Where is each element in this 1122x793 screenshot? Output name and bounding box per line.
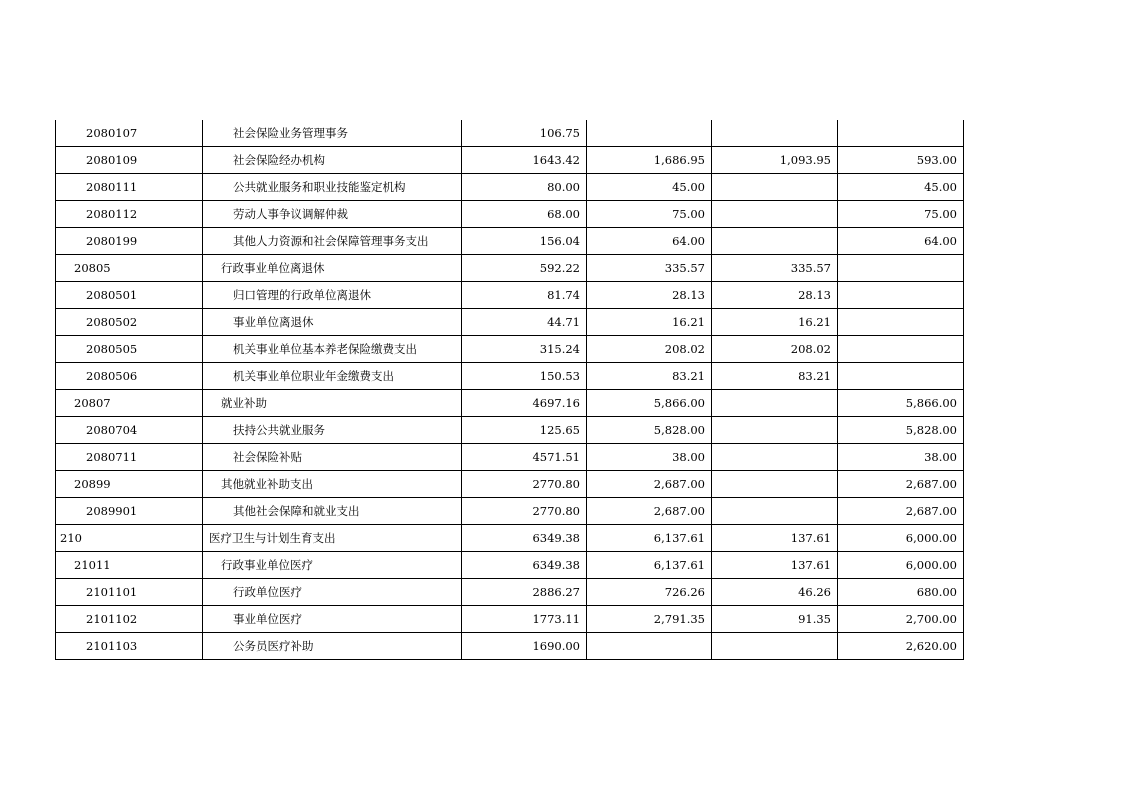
subject-name-cell: 劳动人事争议调解仲裁 [203,201,462,228]
subject-code-cell: 2080506 [56,363,203,390]
table-row [56,120,964,147]
amount-col4-cell: 2,700.00 [838,606,964,633]
budget-table-body [56,120,964,660]
amount-col1-cell: 2886.27 [462,579,587,606]
amount-col2-cell: 208.02 [587,336,712,363]
subject-name-cell: 公共就业服务和职业技能鉴定机构 [203,174,462,201]
amount-col1-cell: 81.74 [462,282,587,309]
amount-col1-cell: 315.24 [462,336,587,363]
amount-col3-cell: 83.21 [712,363,838,390]
subject-name-cell: 机关事业单位基本养老保险缴费支出 [203,336,462,363]
amount-col4-cell [838,309,964,336]
amount-col3-cell [712,390,838,417]
amount-col2-cell: 2,687.00 [587,471,712,498]
amount-col2-cell: 28.13 [587,282,712,309]
subject-code-cell: 2101103 [56,633,203,660]
amount-col2-cell: 64.00 [587,228,712,255]
amount-col3-cell [712,174,838,201]
subject-name-cell: 公务员医疗补助 [203,633,462,660]
amount-col4-cell: 2,687.00 [838,471,964,498]
amount-col3-cell [712,633,838,660]
table-row [56,336,964,363]
table-row [56,417,964,444]
amount-col2-cell: 5,828.00 [587,417,712,444]
amount-col4-cell [838,282,964,309]
subject-name-cell: 其他人力资源和社会保障管理事务支出 [203,228,462,255]
amount-col1-cell: 2770.80 [462,498,587,525]
subject-code-cell: 2080711 [56,444,203,471]
amount-col4-cell: 2,687.00 [838,498,964,525]
amount-col1-cell: 68.00 [462,201,587,228]
amount-col2-cell: 5,866.00 [587,390,712,417]
amount-col1-cell: 6349.38 [462,525,587,552]
table-row [56,201,964,228]
table-row [56,633,964,660]
amount-col4-cell [838,336,964,363]
subject-name-cell: 社会保险业务管理事务 [203,120,462,147]
amount-col4-cell [838,363,964,390]
subject-name-cell: 就业补助 [203,390,462,417]
amount-col1-cell: 80.00 [462,174,587,201]
table-row [56,174,964,201]
amount-col1-cell: 2770.80 [462,471,587,498]
subject-code-cell: 2080505 [56,336,203,363]
subject-code-cell: 2080109 [56,147,203,174]
table-row [56,525,964,552]
amount-col2-cell [587,633,712,660]
subject-name-cell: 社会保险经办机构 [203,147,462,174]
amount-col4-cell [838,255,964,282]
amount-col1-cell: 4697.16 [462,390,587,417]
amount-col4-cell: 2,620.00 [838,633,964,660]
table-row [56,309,964,336]
amount-col2-cell: 2,791.35 [587,606,712,633]
subject-code-cell: 2080112 [56,201,203,228]
subject-name-cell: 行政事业单位离退休 [203,255,462,282]
subject-code-cell: 2080502 [56,309,203,336]
amount-col1-cell: 1643.42 [462,147,587,174]
amount-col3-cell [712,444,838,471]
budget-table-container [55,120,963,660]
table-row [56,579,964,606]
subject-code-cell: 2080199 [56,228,203,255]
amount-col4-cell: 593.00 [838,147,964,174]
amount-col4-cell: 6,000.00 [838,552,964,579]
subject-code-cell: 21011 [56,552,203,579]
amount-col2-cell: 83.21 [587,363,712,390]
table-row [56,444,964,471]
budget-table [55,120,964,660]
amount-col1-cell: 125.65 [462,417,587,444]
subject-name-cell: 医疗卫生与计划生育支出 [203,525,462,552]
amount-col1-cell: 4571.51 [462,444,587,471]
amount-col2-cell: 335.57 [587,255,712,282]
amount-col2-cell: 1,686.95 [587,147,712,174]
amount-col3-cell [712,498,838,525]
amount-col2-cell: 6,137.61 [587,552,712,579]
amount-col1-cell: 1690.00 [462,633,587,660]
table-row [56,390,964,417]
amount-col2-cell [587,120,712,147]
amount-col2-cell: 2,687.00 [587,498,712,525]
subject-name-cell: 社会保险补贴 [203,444,462,471]
amount-col4-cell: 5,828.00 [838,417,964,444]
subject-code-cell: 210 [56,525,203,552]
amount-col3-cell [712,471,838,498]
amount-col3-cell: 1,093.95 [712,147,838,174]
table-row [56,228,964,255]
amount-col3-cell [712,120,838,147]
subject-code-cell: 20805 [56,255,203,282]
subject-code-cell: 2080704 [56,417,203,444]
amount-col3-cell: 137.61 [712,552,838,579]
amount-col1-cell: 44.71 [462,309,587,336]
amount-col2-cell: 726.26 [587,579,712,606]
amount-col3-cell: 46.26 [712,579,838,606]
amount-col3-cell [712,201,838,228]
subject-code-cell: 2080111 [56,174,203,201]
amount-col1-cell: 156.04 [462,228,587,255]
amount-col2-cell: 38.00 [587,444,712,471]
table-row [56,363,964,390]
table-row [56,606,964,633]
subject-name-cell: 其他社会保障和就业支出 [203,498,462,525]
amount-col3-cell: 335.57 [712,255,838,282]
amount-col3-cell [712,417,838,444]
table-row [56,255,964,282]
amount-col4-cell: 38.00 [838,444,964,471]
amount-col4-cell: 680.00 [838,579,964,606]
subject-code-cell: 2080501 [56,282,203,309]
subject-code-cell: 2101102 [56,606,203,633]
amount-col4-cell [838,120,964,147]
amount-col2-cell: 16.21 [587,309,712,336]
amount-col3-cell: 91.35 [712,606,838,633]
subject-name-cell: 归口管理的行政单位离退休 [203,282,462,309]
amount-col4-cell: 5,866.00 [838,390,964,417]
table-row [56,498,964,525]
amount-col2-cell: 45.00 [587,174,712,201]
amount-col2-cell: 6,137.61 [587,525,712,552]
subject-code-cell: 20899 [56,471,203,498]
amount-col4-cell: 45.00 [838,174,964,201]
subject-code-cell: 2080107 [56,120,203,147]
amount-col3-cell [712,228,838,255]
amount-col1-cell: 6349.38 [462,552,587,579]
table-row [56,552,964,579]
amount-col3-cell: 28.13 [712,282,838,309]
amount-col3-cell: 137.61 [712,525,838,552]
amount-col4-cell: 75.00 [838,201,964,228]
subject-code-cell: 2089901 [56,498,203,525]
amount-col3-cell: 16.21 [712,309,838,336]
subject-name-cell: 事业单位医疗 [203,606,462,633]
table-row [56,282,964,309]
amount-col4-cell: 6,000.00 [838,525,964,552]
subject-name-cell: 扶持公共就业服务 [203,417,462,444]
amount-col1-cell: 592.22 [462,255,587,282]
subject-name-cell: 事业单位离退休 [203,309,462,336]
subject-name-cell: 机关事业单位职业年金缴费支出 [203,363,462,390]
subject-code-cell: 2101101 [56,579,203,606]
subject-name-cell: 行政事业单位医疗 [203,552,462,579]
table-row [56,471,964,498]
subject-code-cell: 20807 [56,390,203,417]
amount-col3-cell: 208.02 [712,336,838,363]
table-row [56,147,964,174]
amount-col1-cell: 150.53 [462,363,587,390]
amount-col1-cell: 106.75 [462,120,587,147]
subject-name-cell: 行政单位医疗 [203,579,462,606]
amount-col4-cell: 64.00 [838,228,964,255]
amount-col1-cell: 1773.11 [462,606,587,633]
subject-name-cell: 其他就业补助支出 [203,471,462,498]
amount-col2-cell: 75.00 [587,201,712,228]
